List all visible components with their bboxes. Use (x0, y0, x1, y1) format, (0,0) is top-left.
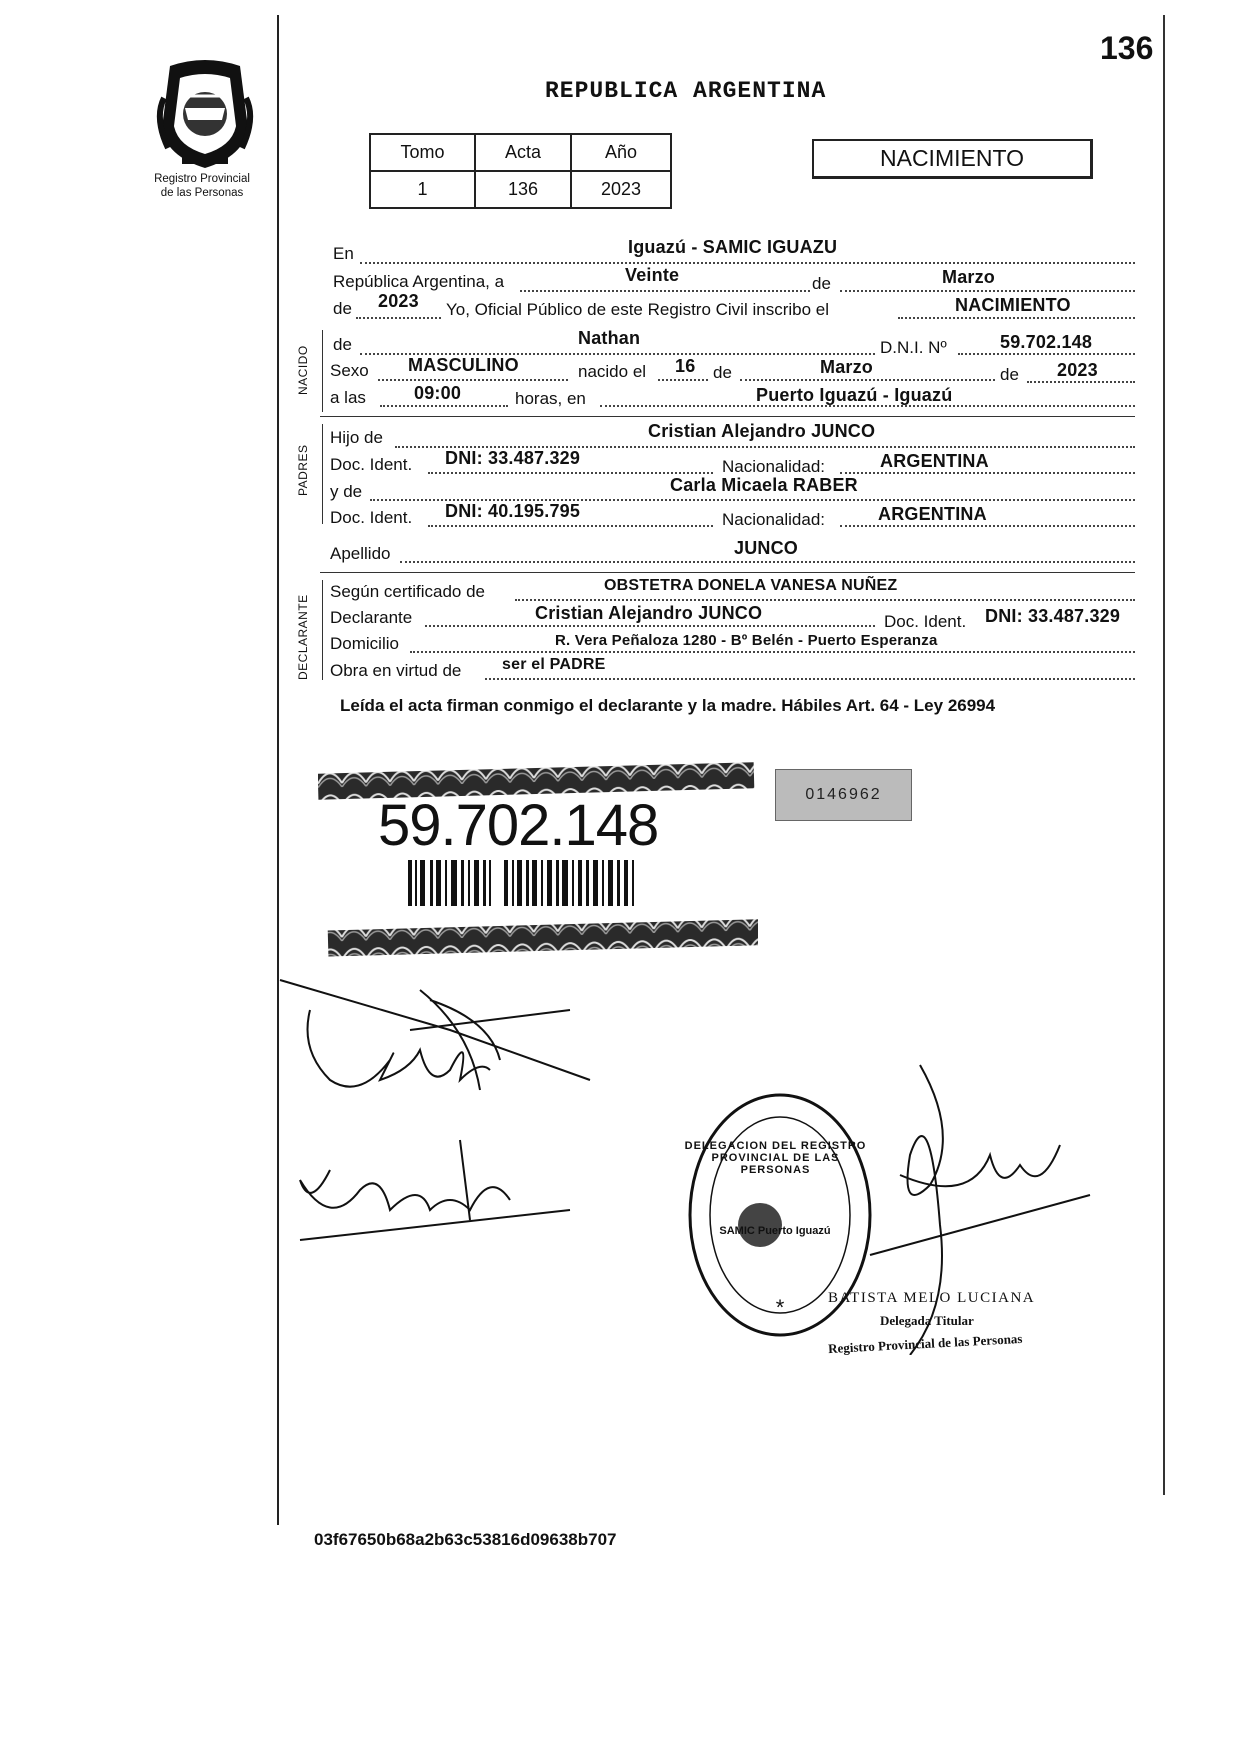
apellido-value: JUNCO (734, 538, 799, 558)
apellido-dotted-line (400, 561, 1135, 563)
mother-name-value: Carla Micaela RABER (670, 475, 858, 495)
birth-day-dotted-line (658, 379, 708, 381)
mother-doc-value: DNI: 40.195.795 (445, 501, 581, 521)
declarant-signatures (270, 970, 630, 1270)
birth-month-dotted-line (740, 379, 995, 381)
father-doc-value: DNI: 33.487.329 (445, 448, 581, 468)
alas-label: a las (330, 388, 366, 407)
apellido-divider (320, 572, 1135, 573)
day-dotted-line (520, 290, 810, 292)
de2-label: de (333, 299, 352, 318)
obra-label: Obra en virtud de (330, 661, 462, 680)
ano-value: 2023 (571, 171, 671, 208)
padres-bracket (322, 424, 323, 524)
declarante-doc-label: Doc. Ident. (884, 612, 967, 631)
year-value: 2023 (378, 291, 419, 311)
logo-caption (136, 172, 268, 200)
domicilio-value: R. Vera Peñaloza 1280 - Bº Belén - Puerto Esperanza (555, 632, 938, 649)
acta-value: 136 (475, 171, 571, 208)
stamp-inner-text: SAMIC Puerto Iguazú (719, 1225, 831, 1237)
acta-header: Acta (475, 134, 571, 171)
stamp-official-role: Delegada Titular (880, 1313, 974, 1328)
stamp-official-org: Registro Provincial de las Personas (827, 1330, 1023, 1357)
mother-nat-value: ARGENTINA (878, 504, 987, 524)
tomo-header: Tomo (370, 134, 475, 171)
document-title: REPUBLICA ARGENTINA (545, 78, 827, 104)
domicilio-dotted-line (410, 651, 1135, 653)
right-margin-line (1163, 15, 1165, 1495)
birth-year-value: 2023 (1057, 360, 1098, 380)
domicilio-label: Domicilio (330, 634, 399, 653)
sexo-value: MASCULINO (408, 355, 519, 375)
sexo-dotted-line (378, 379, 568, 381)
acto-dotted-line (898, 317, 1135, 319)
nacido-de-label: de (333, 335, 352, 354)
nacido-bracket (322, 330, 323, 412)
father-name-value: Cristian Alejandro JUNCO (648, 421, 876, 441)
dni-label: D.N.I. Nº (880, 338, 947, 357)
father-doc-dotted-line (428, 472, 713, 474)
dni-dotted-line (958, 353, 1135, 355)
birth-day-value: 16 (675, 356, 696, 376)
mother-nat-label: Nacionalidad: (722, 510, 826, 529)
legal-note: Leída el acta firman conmigo el declarante y la madre. Hábiles Art. 64 - Ley 26994 (340, 696, 996, 715)
month-dotted-line (840, 290, 1135, 292)
declarante-doc-value: DNI: 33.487.329 (985, 606, 1121, 626)
apellido-label: Apellido (330, 544, 391, 563)
mother-doc-dotted-line (428, 525, 713, 527)
year-dotted-line (356, 317, 441, 319)
registry-table (369, 133, 672, 209)
cert-value: OBSTETRA DONELA VANESA NUÑEZ (604, 577, 898, 594)
official-signature-and-stamp (670, 1055, 1100, 1355)
logo-caption-line1: Registro Provincial (154, 173, 250, 185)
father-doc-label: Doc. Ident. (330, 455, 413, 474)
document-type-box: NACIMIENTO (812, 139, 1093, 179)
obra-value: ser el PADRE (502, 656, 606, 673)
hijo-de-label: Hijo de (330, 428, 383, 447)
father-nat-label: Nacionalidad: (722, 457, 826, 476)
declarante-label: Declarante (330, 608, 413, 627)
obra-dotted-line (485, 678, 1135, 680)
security-small-code: 0146962 (775, 769, 912, 821)
tomo-value: 1 (370, 171, 475, 208)
day-value: Veinte (625, 265, 680, 285)
father-nat-dotted-line (840, 472, 1135, 474)
document-hash: 03f67650b68a2b63c53816d09638b707 (314, 1530, 617, 1549)
misiones-coat-of-arms-logo (150, 58, 260, 170)
cert-label: Según certificado de (330, 582, 485, 601)
left-margin-line (277, 15, 279, 1525)
time-dotted-line (380, 405, 508, 407)
nacido-divider (320, 416, 1135, 417)
security-label-number: 59.702.148 (378, 793, 659, 858)
y-de-label: y de (330, 482, 363, 501)
mother-doc-label: Doc. Ident. (330, 508, 413, 527)
nacido-el-label: nacido el (578, 362, 647, 381)
nacido-de2-label: de (713, 363, 732, 382)
month-value: Marzo (942, 267, 996, 287)
place-value: Puerto Iguazú - Iguazú (756, 385, 953, 405)
father-nat-value: ARGENTINA (880, 451, 989, 471)
svg-text:*: * (775, 1295, 785, 1320)
security-barcode-label (318, 760, 758, 960)
horas-label: horas, en (515, 389, 586, 408)
declarante-section-label: DECLARANTE (296, 594, 310, 680)
declarante-bracket (322, 580, 323, 680)
en-label: En (333, 244, 354, 263)
nacido-name-value: Nathan (578, 328, 641, 348)
birth-year-dotted-line (1027, 381, 1135, 383)
yo-label: Yo, Oficial Público de este Registro Civil inscribo el (446, 300, 829, 319)
en-value: Iguazú - SAMIC IGUAZU (628, 237, 838, 257)
acto-value: NACIMIENTO (955, 295, 1071, 315)
declarante-dotted-line (425, 625, 875, 627)
de-label: de (812, 274, 831, 293)
stamp-ring-text: DELEGACION DEL REGISTRO PROVINCIAL DE LAS PERSONAS (684, 1140, 867, 1176)
nacido-de3-label: de (1000, 365, 1019, 384)
logo-caption-line2: de las Personas (160, 187, 244, 199)
cert-dotted-line (515, 599, 1135, 601)
birth-month-value: Marzo (820, 357, 874, 377)
stamp-official-name: BATISTA MELO LUCIANA (828, 1290, 1036, 1306)
ano-header: Año (571, 134, 671, 171)
republica-label: República Argentina, a (333, 272, 505, 291)
padres-section-label: PADRES (296, 444, 310, 496)
sexo-label: Sexo (330, 361, 369, 380)
en-dotted-line (360, 262, 1135, 264)
page-number: 136 (1100, 30, 1154, 66)
mother-nat-dotted-line (840, 525, 1135, 527)
declarante-value: Cristian Alejandro JUNCO (535, 603, 763, 623)
nacido-section-label: NACIDO (296, 345, 310, 395)
time-value: 09:00 (414, 383, 462, 403)
dni-value: 59.702.148 (1000, 332, 1093, 352)
